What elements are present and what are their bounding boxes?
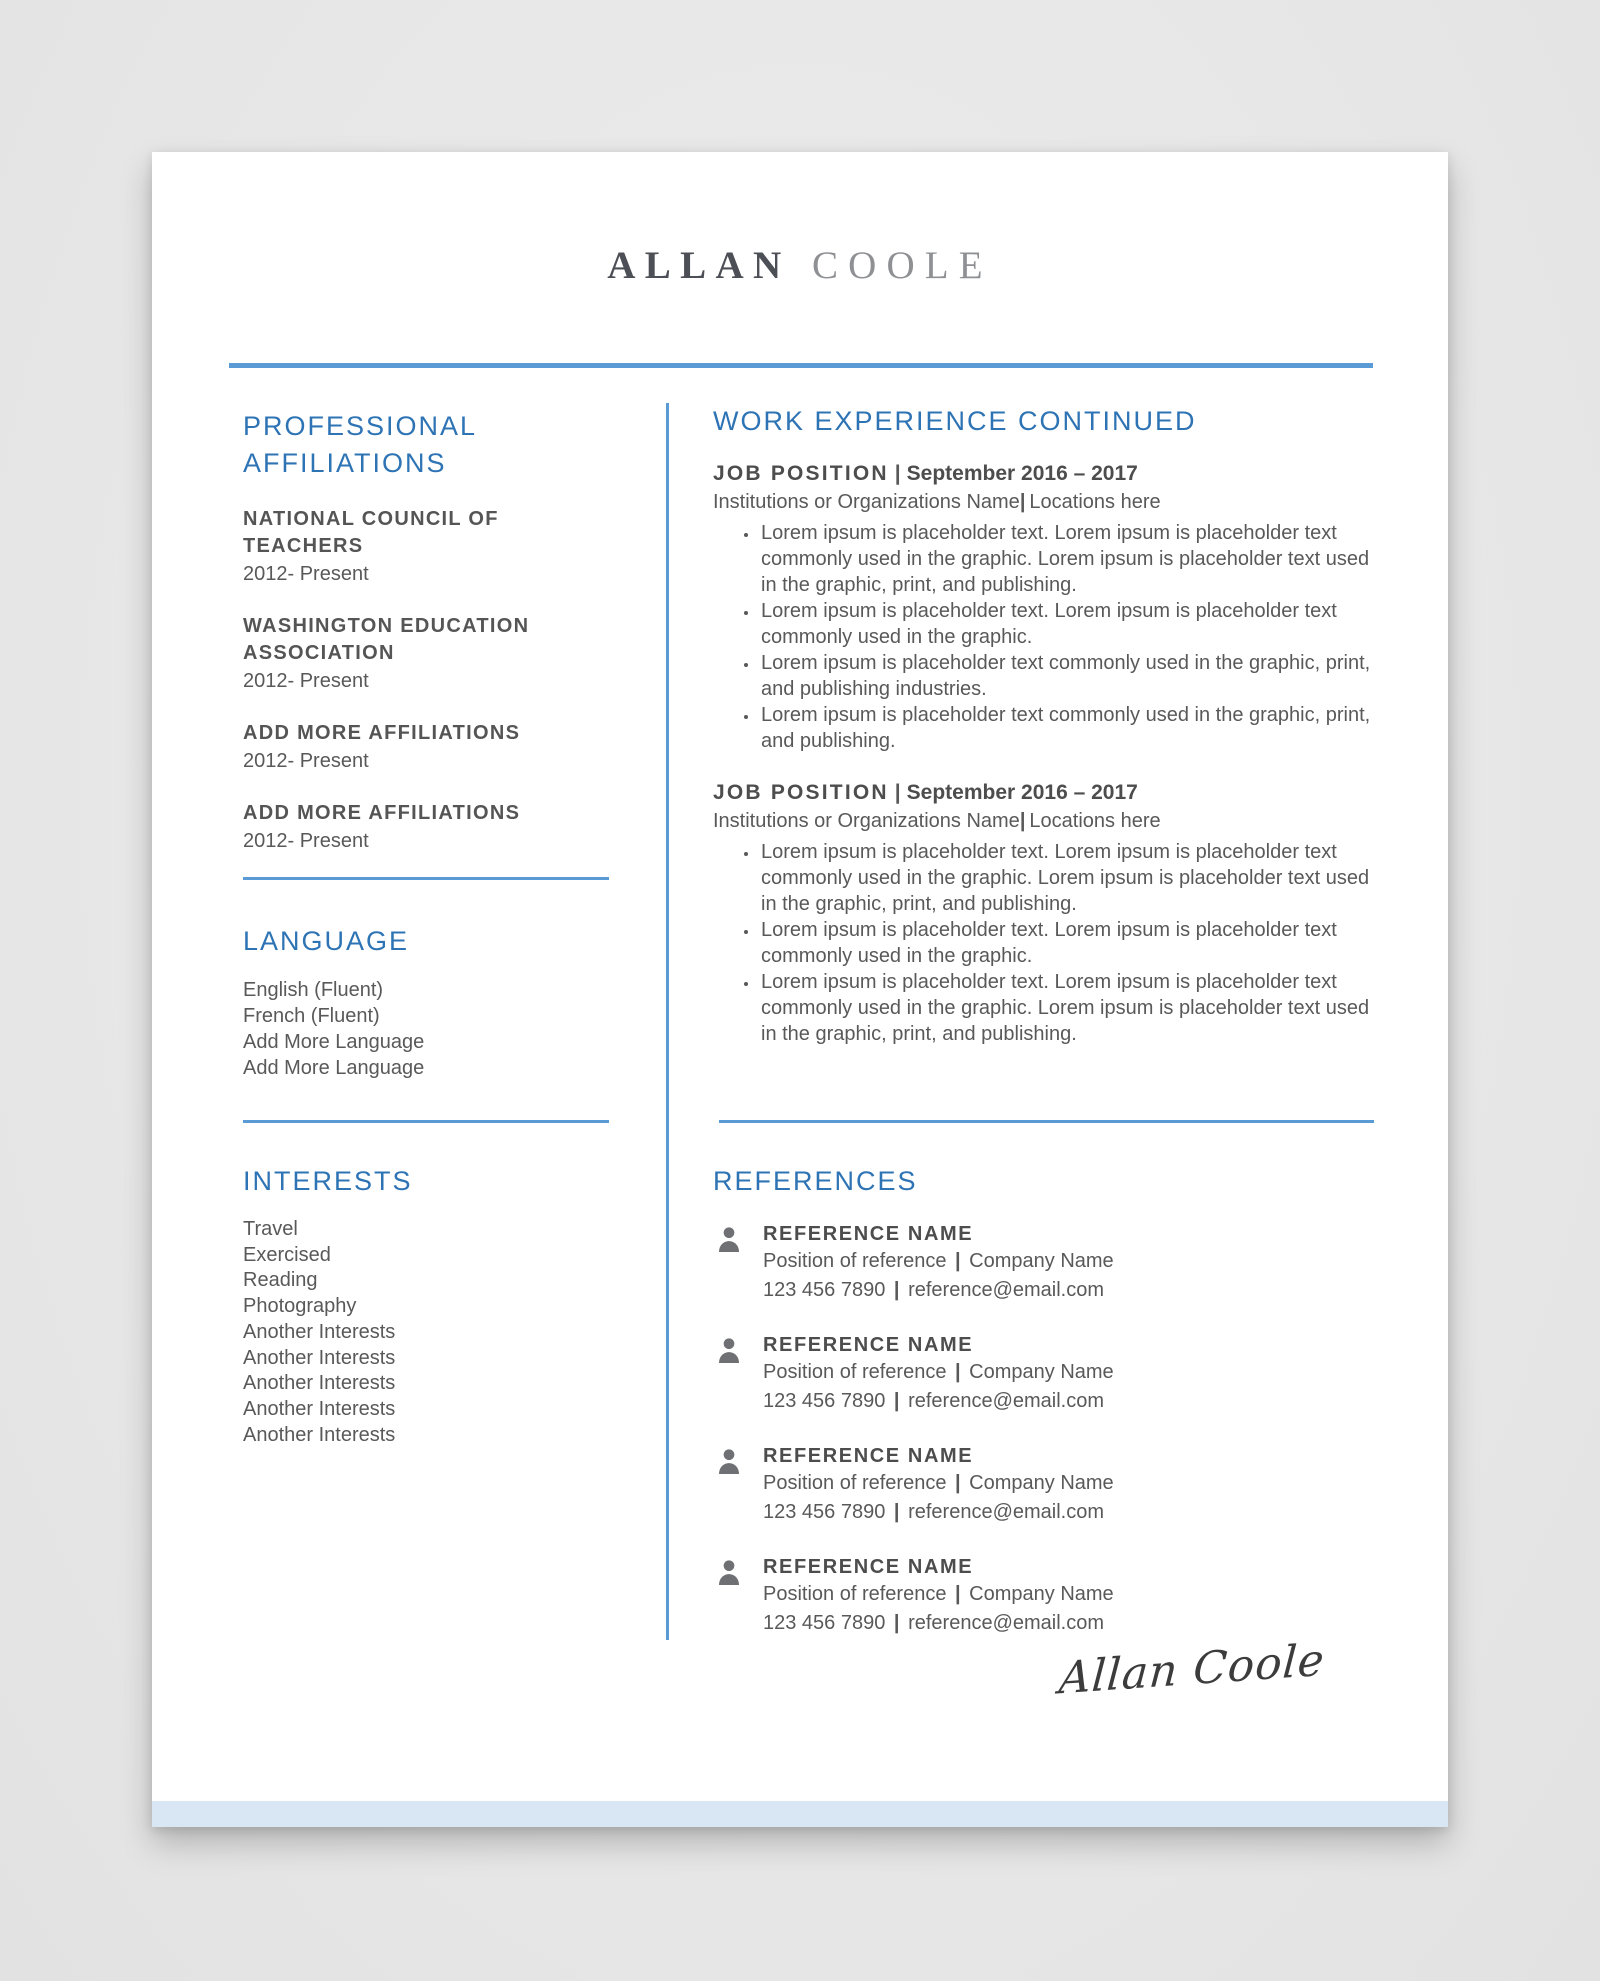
person-icon (713, 1332, 763, 1416)
job-bullet: • Lorem ipsum is placeholder text. Lorem ipsum is placeholder text commonly used in the graphic. (759, 598, 1377, 650)
affiliation-dates: 2012- Present (243, 563, 369, 585)
interest-item: Photography (243, 1295, 357, 1318)
interests-heading: INTERESTS (243, 1166, 413, 1196)
interest-item: Reading (243, 1269, 318, 1292)
reference-item (713, 1554, 1377, 1638)
reference-company: Company Name (969, 1472, 1114, 1494)
reference-name: REFERENCE NAME (763, 1223, 974, 1245)
reference-position: Position of reference (763, 1472, 947, 1494)
reference-phone: 123 456 7890 (763, 1612, 886, 1634)
interest-item: Another Interests (243, 1423, 396, 1446)
affiliation-dates: 2012- Present (243, 830, 369, 852)
person-icon (713, 1221, 763, 1305)
separator: | (894, 462, 901, 485)
affiliation-name: ADD MORE AFFILIATIONS (243, 722, 521, 744)
language-item: English (Fluent) (243, 979, 384, 1001)
reference-contact-line (763, 1276, 1377, 1305)
reference-contact-line (763, 1498, 1377, 1527)
job-org-line (713, 808, 1377, 834)
separator: | (955, 1583, 961, 1605)
work-experience-heading: WORK EXPERIENCE CONTINUED (713, 406, 1197, 436)
reference-body (763, 1443, 1377, 1527)
separator: | (893, 1612, 900, 1634)
signature: Allan Coole (1057, 1634, 1327, 1705)
interest-item: Travel (243, 1218, 298, 1240)
job-title-line (713, 460, 1377, 487)
interest-item: Another Interests (243, 1346, 396, 1369)
affiliations-section (243, 408, 595, 880)
person-icon (713, 1443, 763, 1527)
job-org-line (713, 489, 1377, 515)
reference-phone: 123 456 7890 (763, 1390, 886, 1412)
title-first-name: ALLAN (607, 244, 791, 287)
reference-position-line (763, 1247, 1377, 1276)
reference-phone: 123 456 7890 (763, 1279, 886, 1301)
language-item: French (Fluent) (243, 1005, 380, 1027)
reference-email: reference@email.com (908, 1279, 1105, 1301)
reference-company: Company Name (969, 1361, 1114, 1383)
reference-phone: 123 456 7890 (763, 1501, 886, 1523)
separator: | (955, 1472, 961, 1494)
job-entry (713, 779, 1377, 1047)
work-experience-section (713, 403, 1377, 1047)
reference-email: reference@email.com (908, 1501, 1105, 1523)
job-bullet: • Lorem ipsum is placeholder text. Lorem ipsum is placeholder text commonly used in the graphic. Lorem ipsum is placeholder text used in the graphic, print, and publishing. (759, 520, 1377, 598)
interest-item: Another Interests (243, 1372, 396, 1395)
reference-name: REFERENCE NAME (763, 1334, 974, 1356)
section-divider (243, 877, 609, 880)
affiliation-name: ADD MORE AFFILIATIONS (243, 802, 521, 824)
references-section (713, 1163, 1377, 1665)
interest-item: Exercised (243, 1243, 331, 1266)
interest-item: Another Interests (243, 1320, 396, 1343)
affiliation-item (243, 506, 595, 588)
separator: | (894, 781, 901, 804)
separator: | (893, 1279, 900, 1301)
separator: | (893, 1390, 900, 1412)
job-title: JOB POSITION (713, 462, 889, 485)
job-org: Institutions or Organizations Name (713, 491, 1020, 513)
column-divider (666, 403, 669, 1640)
reference-name: REFERENCE NAME (763, 1445, 974, 1467)
separator: | (893, 1501, 900, 1523)
job-bullet: • Lorem ipsum is placeholder text. Lorem ipsum is placeholder text commonly used in the graphic. Lorem ipsum is placeholder text used in the graphic, print, and publishing. (759, 969, 1377, 1047)
section-divider (243, 1120, 609, 1123)
affiliation-dates: 2012- Present (243, 670, 369, 692)
interests-section (243, 1163, 595, 1448)
affiliation-dates: 2012- Present (243, 750, 369, 772)
resume-title (152, 244, 1448, 288)
reference-position: Position of reference (763, 1250, 947, 1272)
reference-position-line (763, 1469, 1377, 1498)
separator: | (955, 1361, 961, 1383)
reference-position-line (763, 1358, 1377, 1387)
affiliation-item (243, 800, 595, 855)
reference-body (763, 1332, 1377, 1416)
reference-contact-line (763, 1609, 1377, 1638)
reference-email: reference@email.com (908, 1390, 1105, 1412)
footer-accent-bar (152, 1801, 1448, 1827)
separator: | (1019, 810, 1026, 832)
reference-position: Position of reference (763, 1361, 947, 1383)
job-title-line (713, 779, 1377, 806)
affiliations-heading: PROFESSIONAL AFFILIATIONS (243, 411, 477, 478)
job-bullet: • Lorem ipsum is placeholder text commonly used in the graphic, print, and publishing. (759, 702, 1377, 754)
reference-item (713, 1332, 1377, 1416)
job-dates: September 2016 – 2017 (906, 781, 1138, 804)
reference-item (713, 1443, 1377, 1527)
reference-company: Company Name (969, 1583, 1114, 1605)
reference-item (713, 1221, 1377, 1305)
resume-page (152, 152, 1448, 1827)
language-item: Add More Language (243, 1031, 425, 1053)
reference-contact-line (763, 1387, 1377, 1416)
reference-position: Position of reference (763, 1583, 947, 1605)
separator: | (1019, 491, 1026, 513)
separator: | (955, 1250, 961, 1272)
reference-body (763, 1554, 1377, 1638)
reference-name: REFERENCE NAME (763, 1556, 974, 1578)
reference-company: Company Name (969, 1250, 1114, 1272)
affiliation-item (243, 613, 595, 695)
language-item: Add More Language (243, 1057, 425, 1079)
job-dates: September 2016 – 2017 (906, 462, 1138, 485)
job-bullet: • Lorem ipsum is placeholder text commonly used in the graphic, print, and publishing industries. (759, 650, 1377, 702)
job-bullet: • Lorem ipsum is placeholder text. Lorem ipsum is placeholder text commonly used in the graphic. (759, 917, 1377, 969)
language-heading: LANGUAGE (243, 926, 410, 956)
section-divider (719, 1120, 1374, 1123)
references-heading: REFERENCES (713, 1166, 918, 1196)
reference-position-line (763, 1580, 1377, 1609)
affiliation-name: NATIONAL COUNCIL OF TEACHERS (243, 508, 499, 557)
title-last-name: COOLE (812, 244, 993, 287)
reference-email: reference@email.com (908, 1612, 1105, 1634)
language-section (243, 923, 595, 1081)
affiliation-name: WASHINGTON EDUCATION ASSOCIATION (243, 615, 530, 664)
person-icon (713, 1554, 763, 1638)
job-org: Institutions or Organizations Name (713, 810, 1020, 832)
job-bullet: • Lorem ipsum is placeholder text. Lorem ipsum is placeholder text commonly used in the graphic. Lorem ipsum is placeholder text used in the graphic, print, and publishing. (759, 839, 1377, 917)
job-location: Locations here (1029, 491, 1161, 513)
job-title: JOB POSITION (713, 781, 889, 804)
header-rule (229, 363, 1373, 368)
interest-item: Another Interests (243, 1397, 396, 1420)
affiliation-item (243, 720, 595, 775)
job-location: Locations here (1029, 810, 1161, 832)
reference-body (763, 1221, 1377, 1305)
job-entry (713, 460, 1377, 754)
